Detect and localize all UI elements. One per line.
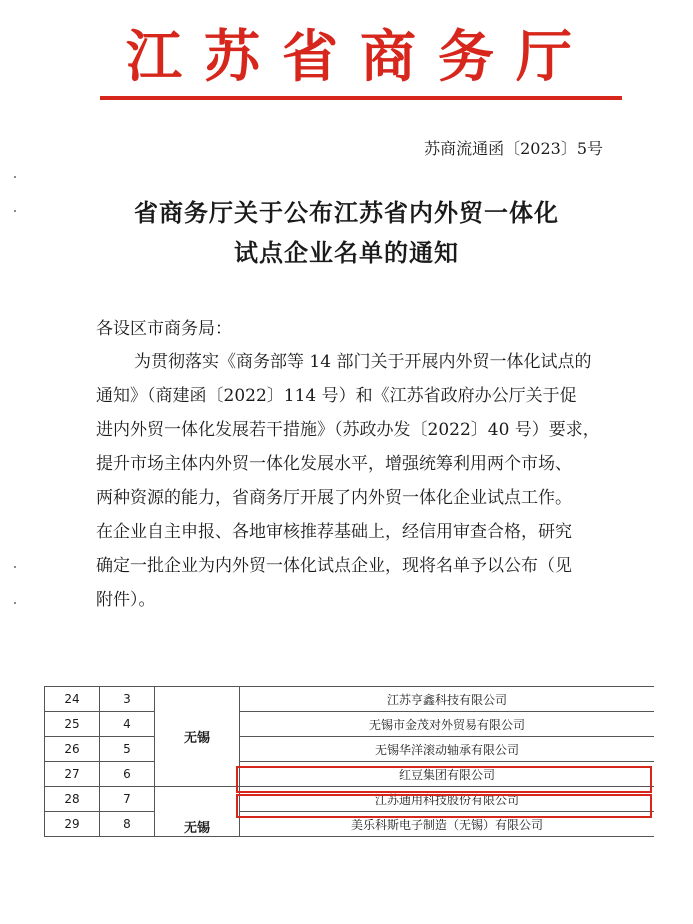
- body-line: 确定一批企业为内外贸一体化试点企业，现将名单予以公布（见: [96, 556, 572, 576]
- row-number: 26: [45, 737, 100, 762]
- body-line: 附件）。: [96, 590, 156, 610]
- salutation: 各设区市商务局：: [96, 319, 232, 339]
- company-name: 无锡华洋滚动轴承有限公司: [240, 737, 655, 762]
- margin-speck: [14, 602, 16, 604]
- masthead-title: 江苏省商务厅: [126, 24, 594, 90]
- region-cell: 无锡: [155, 687, 240, 787]
- body-line: 为贯彻落实《商务部等 14 部门关于开展内外贸一体化试点的: [134, 352, 592, 372]
- company-name: 江苏亨鑫科技有限公司: [240, 687, 655, 712]
- region-index: 7: [100, 787, 155, 812]
- region-index: 8: [100, 812, 155, 837]
- margin-speck: [14, 210, 16, 212]
- highlight-box-row-28: [236, 794, 652, 818]
- region-index: 4: [100, 712, 155, 737]
- company-name: 美乐科斯电子制造（无锡）有限公司: [240, 812, 655, 837]
- document-title-line-1: 省商务厅关于公布江苏省内外贸一体化: [134, 199, 559, 227]
- body-line: 两种资源的能力，省商务厅开展了内外贸一体化企业试点工作。: [96, 488, 572, 508]
- highlight-box-row-27: [236, 766, 652, 793]
- table-row: [45, 687, 655, 712]
- table-row: [45, 712, 655, 737]
- margin-speck: [14, 566, 16, 568]
- document-number: 苏商流通函〔2023〕5号: [424, 139, 603, 158]
- table-row: [45, 737, 655, 762]
- company-name: 江苏通用科技股份有限公司: [240, 787, 655, 812]
- region-index: 5: [100, 737, 155, 762]
- region-cell: 无锡: [155, 787, 240, 837]
- region-index: 6: [100, 762, 155, 787]
- company-name: 红豆集团有限公司: [240, 762, 655, 787]
- region-index: 3: [100, 687, 155, 712]
- masthead-red-rule: [100, 96, 622, 100]
- row-number: 28: [45, 787, 100, 812]
- row-number: 29: [45, 812, 100, 837]
- body-line: 提升市场主体内外贸一体化发展水平，增强统筹利用两个市场、: [96, 454, 572, 474]
- row-number: 27: [45, 762, 100, 787]
- body-line: 进内外贸一体化发展若干措施》（苏政办发〔2022〕40 号）要求，: [96, 420, 600, 440]
- margin-speck: [14, 176, 16, 178]
- body-line: 通知》（商建函〔2022〕114 号）和《江苏省政府办公厅关于促: [96, 386, 577, 406]
- row-number: 24: [45, 687, 100, 712]
- document-title-line-2: 试点企业名单的通知: [234, 239, 459, 267]
- company-name: 无锡市金茂对外贸易有限公司: [240, 712, 655, 737]
- row-number: 25: [45, 712, 100, 737]
- body-line: 在企业自主申报、各地审核推荐基础上，经信用审查合格，研究: [96, 522, 572, 542]
